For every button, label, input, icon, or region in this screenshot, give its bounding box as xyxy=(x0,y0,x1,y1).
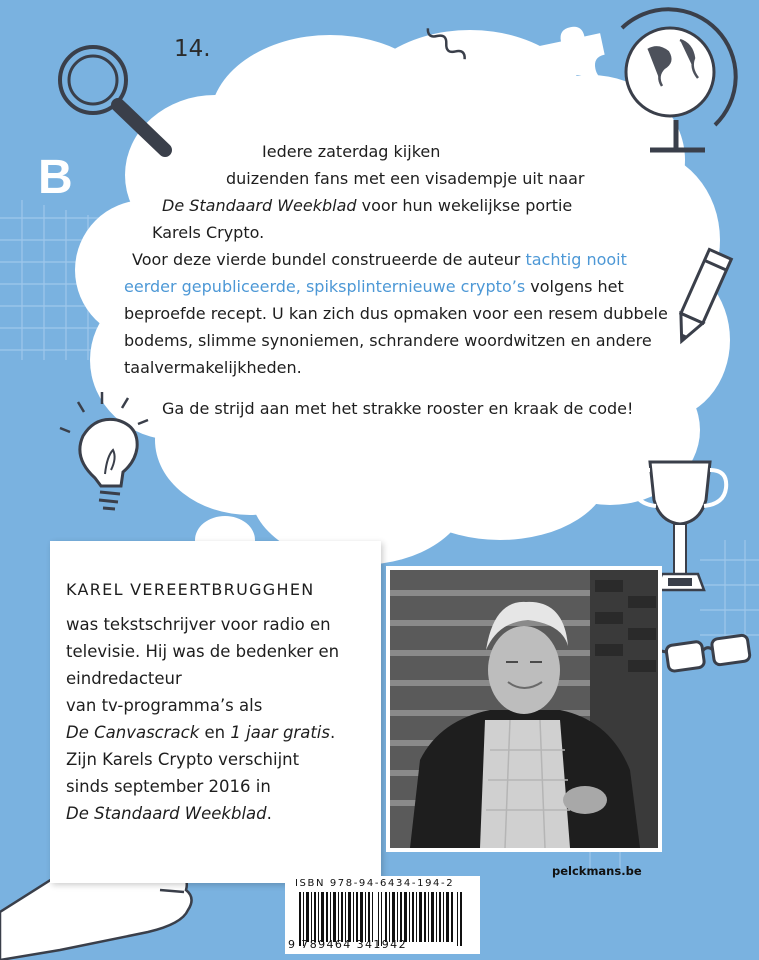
bio-line-6: Zijn Karels Crypto verschijnt xyxy=(66,750,300,769)
bio-line-2: televisie. Hij was de bedenker en xyxy=(66,642,340,661)
bio-line-1: was tekstschrijver voor radio en xyxy=(66,615,331,634)
cloud-closing: Ga de strijd aan met het strakke rooster en kraak de code! xyxy=(162,399,634,418)
show-title-1: De Canvascrack xyxy=(66,723,200,742)
bio-line-5 xyxy=(66,719,335,746)
cloud-line-6 xyxy=(124,273,624,300)
bio-line-4: van tv-programma’s als xyxy=(66,696,263,715)
cloud-line-3-rest: voor hun wekelijkse portie xyxy=(356,196,573,215)
bio-line-5-end: . xyxy=(329,723,336,742)
cloud-line-6-rest: volgens het xyxy=(525,277,624,296)
author-photo xyxy=(386,566,662,852)
cloud-line-2: duizenden fans met een visadempje uit naar xyxy=(226,169,585,188)
cloud-line-1: Iedere zaterdag kijken xyxy=(262,142,441,161)
cloud-line-9: taalvermakelijkheden. xyxy=(124,358,302,377)
page-number: 14. xyxy=(174,36,211,62)
magnifier-icon xyxy=(60,47,165,150)
glasses-icon xyxy=(648,635,751,675)
cloud-line-3 xyxy=(162,192,572,219)
cloud-line-7: beproefde recept. U kan zich dus opmaken voor een resem dubbele xyxy=(124,304,668,323)
isbn-number: ISBN 978-94-6434-194-2 xyxy=(295,878,455,889)
cloud-line-4: Karels Crypto. xyxy=(152,223,265,242)
magazine-title-bio: De Standaard Weekblad xyxy=(66,804,267,823)
author-name: KAREL VEREERTBRUGGHEN xyxy=(66,580,315,599)
cloud-line-8: bodems, slimme synoniemen, schrandere woordwitzen en andere xyxy=(124,331,652,350)
cloud-line-5 xyxy=(132,246,627,273)
bio-line-8 xyxy=(66,800,272,827)
show-title-2: 1 jaar gratis xyxy=(230,723,330,742)
cloud-highlight-2: eerder gepubliceerde, spiksplinternieuwe crypto’s xyxy=(124,277,526,296)
cloud-highlight-1: tachtig nooit xyxy=(525,250,627,269)
publisher-url[interactable]: pelckmans.be xyxy=(552,864,642,878)
author-photo-image xyxy=(390,570,658,848)
bio-line-5-plain: en xyxy=(199,723,231,742)
bio-line-8-end: . xyxy=(266,804,272,823)
bio-line-7: sinds september 2016 in xyxy=(66,777,271,796)
magazine-title: De Standaard Weekblad xyxy=(162,196,357,215)
barcode-digits: 9 789464 341942 xyxy=(288,938,407,951)
cloud-line-5-plain: Voor deze vierde bundel construeerde de auteur xyxy=(132,250,526,269)
bio-line-3: eindredacteur xyxy=(66,669,182,688)
publisher-logo-b: B xyxy=(38,151,73,204)
